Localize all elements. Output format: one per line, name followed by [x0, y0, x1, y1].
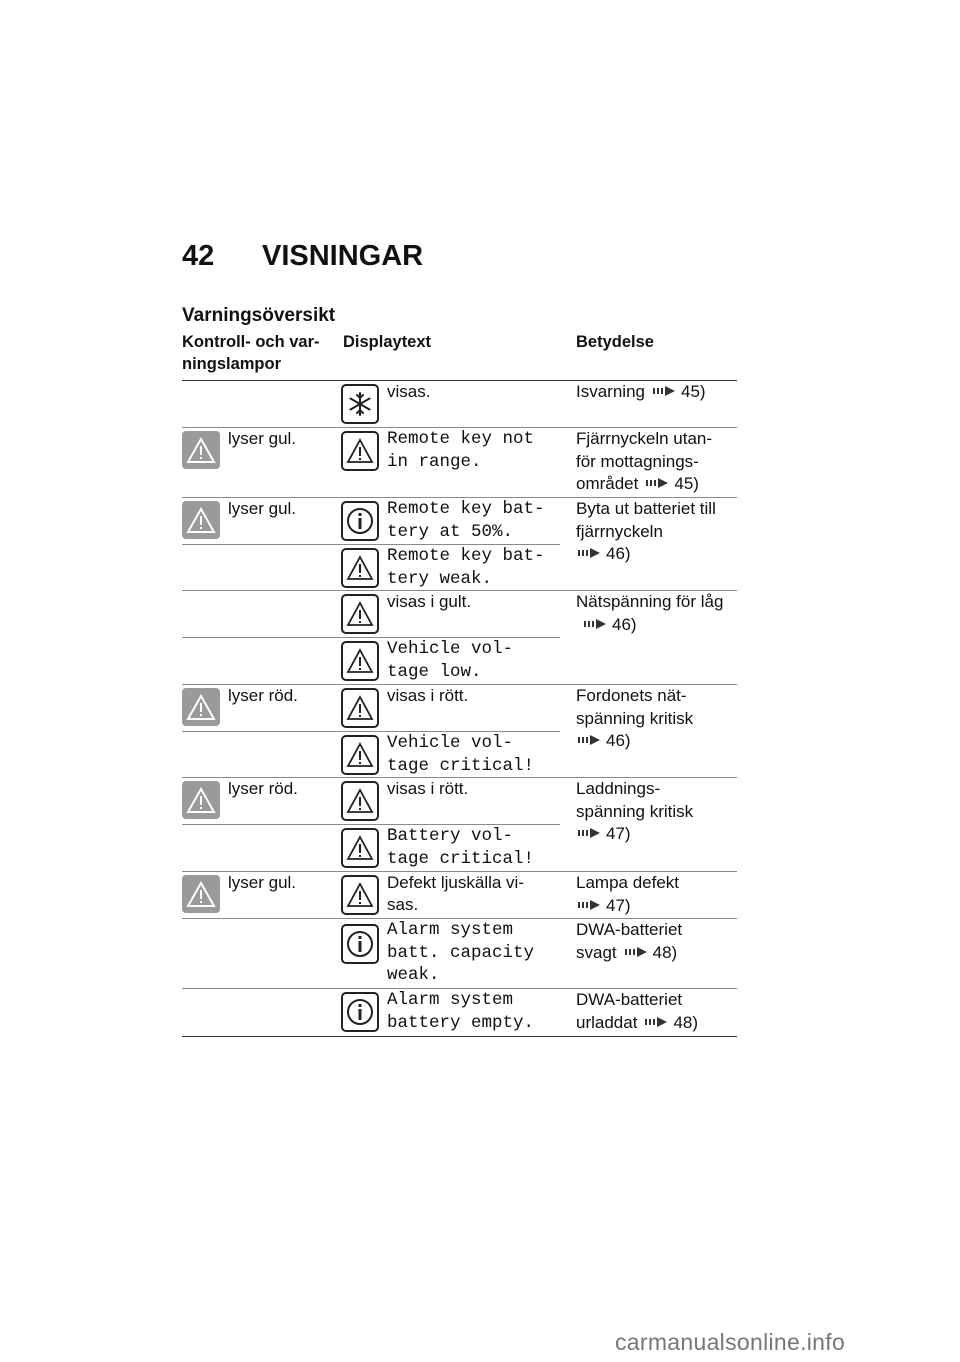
page-header — [182, 240, 423, 273]
display-text: Alarm system battery empty. — [387, 990, 535, 1033]
page-ref-arrow-icon — [576, 731, 604, 754]
warning-triangle-icon — [341, 688, 379, 728]
watermark: carmanualsonline.info — [615, 1329, 846, 1355]
page-ref-arrow-icon — [576, 896, 604, 919]
lamp-status: lyser röd. — [228, 686, 298, 705]
warning-lamp-icon — [182, 781, 220, 819]
warning-triangle-icon — [341, 735, 379, 775]
meaning-text: Isvarning 45) — [576, 381, 736, 405]
display-text: visas i rött. — [387, 779, 469, 798]
warning-lamp-icon — [182, 431, 220, 469]
warning-triangle-icon — [341, 781, 379, 821]
meaning-text: DWA-batteriet svagt 48) — [576, 919, 706, 965]
column-header-meaning: Betydelse — [576, 333, 654, 351]
page-ref-arrow-icon — [651, 382, 679, 405]
display-text: Remote key not in range. — [387, 429, 535, 472]
display-text: visas i rött. — [387, 686, 469, 705]
column-header-lamps: Kontroll- och var- ningslampor — [182, 333, 320, 373]
display-text: Remote key bat- tery weak. — [387, 546, 545, 589]
page-ref-arrow-icon — [582, 615, 610, 638]
warning-triangle-icon — [341, 548, 379, 588]
page-number: 42 — [182, 240, 215, 272]
warning-triangle-icon — [341, 431, 379, 471]
display-text: Vehicle vol- tage critical! — [387, 733, 535, 776]
meaning-text: DWA-batteriet urladdat 48) — [576, 989, 726, 1035]
lamp-status: lyser gul. — [228, 499, 297, 518]
meaning-text: Lampa defekt 47) — [576, 872, 706, 918]
display-text: Vehicle vol- tage low. — [387, 639, 514, 682]
lamp-status: lyser gul. — [228, 429, 297, 448]
info-icon — [341, 501, 379, 541]
display-text: Defekt ljuskälla vi- sas. — [387, 873, 524, 914]
meaning-text: Byta ut batteriet till fjärrnyckeln 46) — [576, 498, 736, 567]
table-divider — [182, 1036, 737, 1037]
chapter-title: VISNINGAR — [262, 240, 424, 272]
display-text: Remote key bat- tery at 50%. — [387, 499, 545, 542]
section-title: Varningsöversikt — [182, 305, 336, 326]
page-ref-arrow-icon — [623, 943, 651, 966]
meaning-text: Fordonets nät- spänning kritisk 46) — [576, 685, 716, 754]
warning-triangle-icon — [341, 641, 379, 681]
warning-triangle-icon — [341, 875, 379, 915]
info-icon — [341, 992, 379, 1032]
warning-lamp-icon — [182, 501, 220, 539]
display-text: visas i gult. — [387, 592, 472, 611]
meaning-text: Nätspänning för låg46) — [576, 591, 726, 637]
display-text: Battery vol- tage critical! — [387, 826, 535, 869]
warning-triangle-icon — [341, 594, 379, 634]
page-ref-arrow-icon — [643, 1013, 671, 1036]
info-icon — [341, 924, 379, 964]
lamp-status: lyser röd. — [228, 779, 298, 798]
meaning-text: Laddnings- spänning kritisk 47) — [576, 778, 716, 847]
page-ref-arrow-icon — [576, 544, 604, 567]
warning-lamp-icon — [182, 875, 220, 913]
display-text: visas. — [387, 382, 431, 401]
display-text: Alarm system batt. capacity weak. — [387, 920, 535, 985]
page-ref-arrow-icon — [576, 824, 604, 847]
warning-triangle-icon — [341, 828, 379, 868]
meaning-text: Fjärrnyckeln utan- för mottagnings- området 45) — [576, 428, 736, 497]
lamp-status: lyser gul. — [228, 873, 297, 892]
column-header-display: Displaytext — [343, 333, 432, 351]
warning-lamp-icon — [182, 688, 220, 726]
snowflake-icon — [341, 384, 379, 424]
page-ref-arrow-icon — [644, 474, 672, 497]
